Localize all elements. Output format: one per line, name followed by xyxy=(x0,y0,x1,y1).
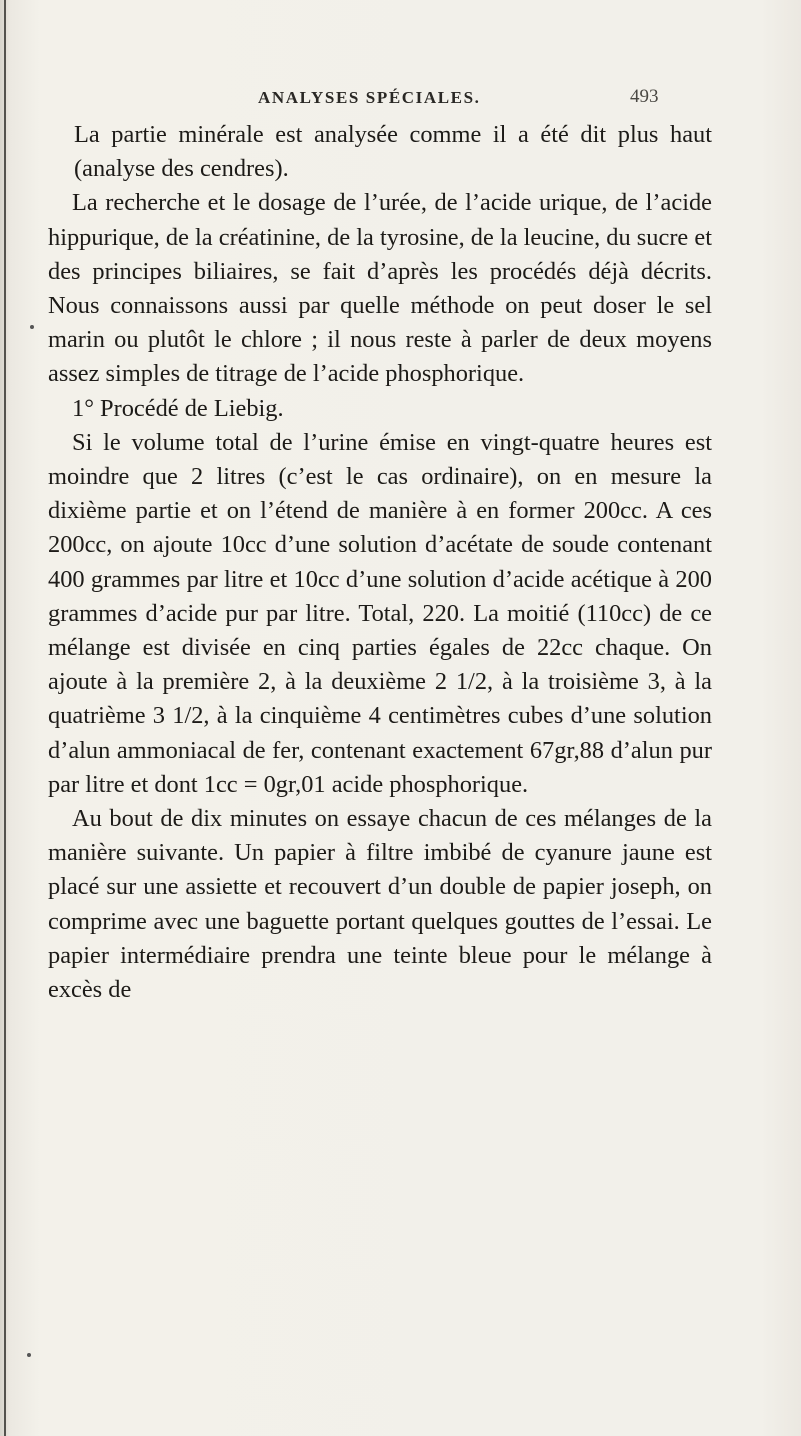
page-number: 493 xyxy=(630,86,659,107)
running-head: ANALYSES SPÉCIALES. xyxy=(258,88,481,107)
paragraph-essai: Au bout de dix minutes on essaye chacun de ces mélanges de la manière suivante. Un papier à filtre imbibé de cyanure jaune est placé sur une assiette et recouvert d’un double de papier joseph, on comprime avec une baguette portant quelques gouttes de l’essai. Le papier intermédiaire prendra une teinte bleue pour le mélange à excès de xyxy=(48,805,712,1004)
scan-speck xyxy=(30,325,34,329)
page-binding-edge xyxy=(4,0,6,1436)
paragraph-volume: Si le volume total de l’urine émise en vingt-quatre heures est moindre que 2 litres (c’est le cas ordinaire), on en mesure la dixième partie et on l’étend de manière à en former 200cc. A ces 200cc, on ajoute 10cc d’une solution d’acétate de soude contenant 400 grammes par litre et 10cc d’une solution d’acide acétique à 200 grammes d’acide pur par litre. Total, 220. La moitié (110cc) de ce mélange est divisée en cinq parties égales de 22cc chaque. On ajoute à la première 2, à la deuxième 2 1/2, à la troisième 3, à la quatrième 3 1/2, à la cinquième 4 centimètres cubes d’une solution d’alun ammoniacal de fer, contenant exactement 67gr,88 d’alun pur par litre et dont 1cc = 0gr,01 acide phosphorique. xyxy=(48,428,712,798)
body-text xyxy=(48,118,712,1007)
paragraph-recherche: La recherche et le dosage de l’urée, de l’acide urique, de l’acide hippurique, de la créatinine, de la tyrosine, de la leucine, du sucre et des principes biliaires, se fait d’après les procédés déjà décrits. Nous connaissons aussi par quelle méthode on peut doser le sel marin ou plutôt le chlore ; il nous reste à parler de deux moyens assez simples de titrage de l’acide phosphorique. xyxy=(48,189,712,388)
page-header xyxy=(0,88,801,118)
paragraph-mineral: La partie minérale est analysée comme il a été dit plus haut (analyse des cendres). xyxy=(74,121,712,183)
paragraph-liebig-heading: 1° Procédé de Liebig. xyxy=(72,394,284,422)
scan-speck xyxy=(27,1353,31,1357)
